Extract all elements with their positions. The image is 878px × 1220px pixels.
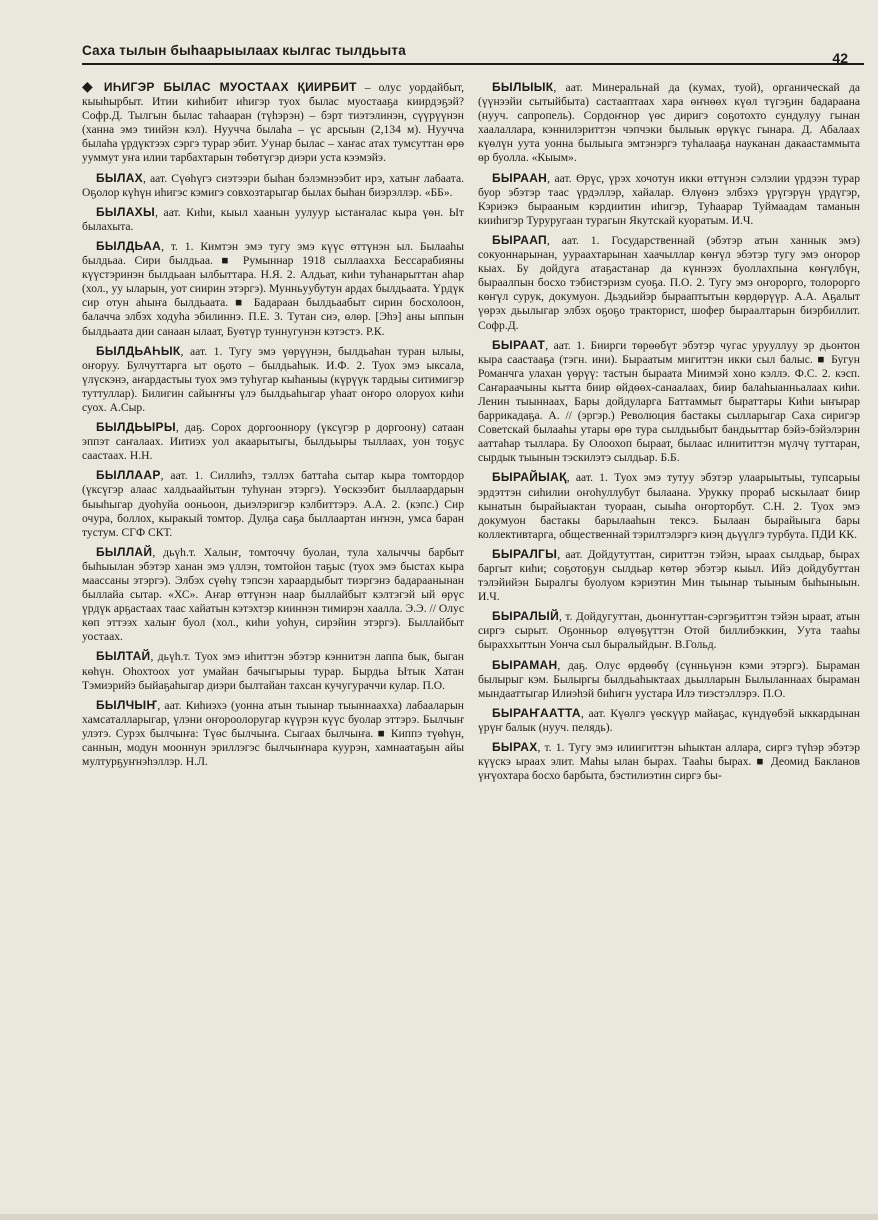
entry-body: , аат. 1. Государственнай (эбэтэр атын ханнык эмэ) сокуоннарынан, уураахтарынан хаачыллар көҥүл эбэтэр тугу эмэ оҥорор кыах. Бу дойдуга атаҕастанар да күннээх буоллахпына көҥүлбүн, быраалпын босхо тэбистэризм суоҕа. П.О. 2. Тугу эмэ оҥорорго, толорорго көҥүл сурук, докумуон. Дьэдьийэр бырааптытын көрдөрүүр. А.А. Аҕалыт үөрэх дьылыгар элбэх оҕоҕо тракторист, шофер быраалтарын биэрбиллит. Софр.Д. [478,233,860,332]
entry-body: – олус уордайбыт, кыыһырбыт. Итии киһибит иһигэр туох былас муостааҕа киирдэҕэй? Софр.Д. Тылгын былас таһааран (түһэрэн) – бэрт тиэтэлинэн, сүүрүүнэн (ханна эмэ тиийэн кэл). Нуучча былаһа – үс арсыын (2,134 м). Нуучча былаһа үрдүктээх сэргэ турар эбит. Уунар былас – хаҥас атах тумсуттан өрө ууммут уҥа илии тарбахтарын төбөтүгэр диэри уста кээмэйэ. [82,81,464,165]
entry-body: , аат. 1. Силлиһэ, тэллэх баттаһа сытар кыра томтордор (үксүгэр алаас халдьаайытын туһунан этэргэ). Үөскээбит быллаардарын быыһыгар дуоһуйа ооньоон, дьиэлэригэр кэлбиттэрэ. А.А. 2. (кэпс.) Сир очура, боллох, кыракый томтор. Дулҕа саҕа быллаартан иҥнэн, умса баран тустум. СГФ СКТ. [82,469,464,539]
dictionary-entry [82,468,464,539]
entry-body: , аат. Өрүс, үрэх хочотун икки өттүнэн сэлэлии үрдээн турар буор эбэтэр таас үрдэллэр, хайалар. Өлүөнэ элбэхэ үрүгэрүн үрдүгэр, Кэриэкэ бырааным кэрдиитин иһигэр, Туһаарар Туймаадам таманын кииһигэр Туруругаан турагын Якутскай куоратым. И.Ч. [478,171,860,227]
running-header [82,42,862,64]
entry-body: , аат. 1. Туох эмэ тутуу эбэтэр улаарыытыы, тупсарыы эрдэттэн сиһилии оҥоһуллубут былаана. Урукку прораб ыскылаат биир кынатын бырайыактан туораан, сыыһа оҥорторбут. С.Н. 2. Туох эмэ докумуон бастакы барылааһын тексэ. Былаан бырайыыга бары коллективтарга, общественнай тэрилтэлэргэ киэң дьүүлгэ турбута. ПДИ КК. [478,471,860,541]
entry-headword: БЫЛДЬАА [96,238,162,253]
entry-headword: БЫРААТ [492,337,546,352]
entry-body: , т. Дойдугуттан, дьонҥуттан-сэргэҕиттэн тэйэн ыраат, атын сиргэ сырыт. Оҕонньор өлүөҕүттэн Отой биллибэккин, Уута тааһы быраххыттын Уонча сыл быралыйдыҥ. В.Гольд. [478,610,860,652]
diamond-bullet-icon: ◆ [82,80,98,95]
entry-body: , аат. 1. Биирги төрөөбүт эбэтэр чугас урууллуу эр дьонтон кыра саастааҕа (тэгн. ини). Быраатым мигиттэн икки сыл балыс. ■ Бугун Романчга улахан үөрүү: тастын быраата Миимэй хоно кэллэ. Ф.С. 2. кэсп. Саҥараачыны кытта биир өйдөөх-санаалаах, биир балаһыанньалаах киһи. Ленин тыыннаах, Бары дойдуларга Баттаммыт быраттары Киһи ыҥырар баррикадаҕа. А. // (эргэр.) Революция бастакы сылларыгар Саха сиригэр Советскай былааһы утары өрө тура сылдьыбыт бандьыттар бэйэ-бэйэлэрин ааттаһар тыллара. Бу Олоохоп быраат, былаас илиититтэн мүлчү туттаран, сырдык тыынын тэскилэтэ сылдьар. Б.Б. [478,338,860,465]
dictionary-entry [478,706,860,735]
entry-headword: БЫРАХ [492,740,538,755]
entry-body: , т. 1. Кимтэн эмэ тугу эмэ күүс өттүнэн ыл. Былааһы былдьаа. Сири былдьаа. ■ Румыннар 1918 сыллаахха Бессарабияны күүстэринэн былдьаан ылбыттара. Н.Я. 2. Алдьат, киһи туһанарыттан аһар (хол., уу ыларын, уот сиирин этэргэ). Мунньуубутун ардах былдьаата. Үрдүк сир отун аһыҥа былдьаата. ■ Бадараан былдьаабыт сирин босхолоон, балачча элбэх ходуһа эбилиннэ. П.Е. 3. Тутан сиэ, өлөр. [Эһэ] аны ыппын былдьаата дии санаан ылаат, Буөтүр туннугунэн кэтэстэ. Р.К. [82,239,464,338]
entry-headword: БЫЛАХЫ [96,204,156,219]
entry-headword: БЫРАЙЫАҚ [492,470,567,485]
page-edge [0,1214,878,1220]
entry-body: , даҕ. Сорох доргооннору (үксүгэр р доргоону) сатаан эппэт саҥалаах. Иитиэх уол акаарытыгы, былдьыры тыллаах, уон тоҕус саастаах. Н.Н. [82,421,464,463]
left-column [82,80,464,774]
entry-headword: БЫРААН [492,170,548,185]
running-title: Саха тылын быһаарыылаах кылгас тылдьыта [82,43,406,58]
entry-headword: БЫЛЫЫК [492,80,554,94]
entry-headword: БЫЛДЬАҺЫК [96,343,181,358]
dictionary-entry [478,470,860,541]
entry-body: , аат. Киһи, кыыл хаанын уулуур ыстаҥалас кыра үөн. Ыт былахыта. [82,205,464,233]
dictionary-entry [82,344,464,415]
entry-body: , аат. Киһиэхэ (уонна атын тыынар тыыннаахха) лабааларын хамсаталларыгар, үлэни оҥороолоругар күүрэн күүс буолар эттэрэ. Былчыҥ улэтэ. Сурэх былчыҥа: Түөс былчыҥа. Сыгаах былчыҥа. ■ Киппэ түөһүн, саннын, модун мооннун эриллэгэс былчыҥнара куурэн, хамнаатаҕын айы мултурҕуҥнэһэллэр. Н.Л. [82,698,464,769]
entry-body: , даҕ. Олус өрдөөбү (сүнньүнэн кэми этэргэ). Быраман былырыг кэм. Былыргы былдьаһыктаах дьылларын Былыланнаах быраман мындааттыгар Илиэһэй биһигн уустара Илэ тиэстэллэрэ. П.О. [478,658,860,700]
dictionary-entry [478,547,860,604]
entry-headword: БЫЛЛААР [96,468,161,483]
entry-body: , аат. Күөлгэ үөскүүр майаҕас, күндүөбэй ыккардынан үрүҥ балык (нууч. пелядь). [478,706,860,734]
dictionary-entry [82,545,464,645]
dictionary-entry [82,649,464,692]
entry-headword: БЫЛАХ [96,170,143,185]
dictionary-entry [478,80,860,166]
dictionary-entry [82,420,464,463]
entry-body: , аат. 1. Тугу эмэ үөрүүнэн, былдьаһан туран ылыы, оҥоруу. Булчуттарга ыт оҕото – былдьаһык. И.Ф. 2. Туох эмэ ыксала, үлүскэнэ, аҥардастыы туох эмэ туһугар кыһаныы (күрүүк тардыы ситимигэр туттуллар). Билигин сайыҥҥы үлэ былдьаһыгар уһаат оҥоро олоруох киһи суох. А.Сыр. [82,344,464,414]
entry-headword: БЫРААП [492,232,547,247]
right-column [478,80,860,788]
entry-body: , аат. Сүөһүгэ сиэтээри быһан бэлэмнээбит ирэ, хатыҥ лабаата. Оҕолор күһүн иһигэс кэмигэ совхозтарыгар былах быһан биэрэллэр. «ББ». [82,171,464,199]
entry-headword: БЫЛТАЙ [96,649,151,664]
dictionary-entry [478,233,860,333]
entry-body: , аат. Дойдутуттан, сириттэн тэйэн, ыраах сылдьар, бырах баргыт киһи; соҕотоҕун сылдьар көтөр эбэтэр кыыл. Ийэ дойдубуттан тэлэйийэн Бырaлгы буолуом кэриэтин Мин тыынар тыыным быһыныын. И.Ч. [478,547,860,604]
entry-body: , дьүһ.т. Халыҥ, томточчу буолан, тула халыччы барбыт быһыылан эбэтэр ханан эмэ үллэн, томтойон таҕыс (туох эмэ быстах кыра маассаны этэргэ). Элбэх сүөһү тэпсэн хараардыбыт тиэргэнэ бадараанынан быллайа сытар. «ХС». Аҥар өттүнэн наар быллайбыт кэлтэгэй ый өрүс үрдүк арҕастаах таас хайатын кэтэхтэр кииннэн тимирэн хааллa. Э.Э. // Олус көп эттээх халыҥ буол (хол., киһи уоһун, сирэйин этэргэ). Быллайбыт уостаах. [82,545,464,644]
header-rule [82,63,864,65]
entry-headword: БЫРАЛЫЙ [492,609,560,624]
entry-body: , т. 1. Тугу эмэ илиигиттэн ыһыктан аллара, сиргэ түһэр эбэтэр күүскэ ыраах элит. Маһы ылан бырах. Тааһы бырах. ■ Деомид Бакланов үҥүохтара босхо барбыта, бэстилиэтин сиргэ бы- [478,741,860,783]
entry-body: , аат. Минеральнай да (кумах, туой), органическай да (үүнээйи сытыйбыта) састааптаах хара өҥнөөх күөл түгэҕин бадараана (нууч. сапропель). Сордоҥнор үөс диригэ соҕотохто сундулуу гынан хаалаллара, кэннилэриттэн чэпчэки былыык өрүкүс гынара. Д. Абалаах күөлүн уута уонна былыыга эмтэнэргэ туһалааҕа науканан дакаастаммыта өр буолла. «Кыым». [478,81,860,165]
dictionary-entry [478,740,860,783]
entry-headword: БЫЛЧЫҤ [96,697,158,712]
dictionary-entry [82,698,464,769]
entry-headword: БЫРАМАН [492,657,558,672]
entry-headword: ИҺИГЭР БЫЛАС МУОСТААХ ҚИИРБИТ [103,80,357,94]
entry-headword: БЫРАҤААТТА [492,705,581,720]
entry-headword: БЫРАЛГЫ [492,546,558,561]
dictionary-entry [82,80,464,166]
dictionary-entry [478,338,860,466]
dictionary-entry [82,205,464,234]
dictionary-entry [478,658,860,701]
entry-headword: БЫЛЛАЙ [96,544,153,559]
dictionary-entry [478,171,860,228]
dictionary-entry [82,171,464,200]
entry-headword: БЫЛДЬЫРЫ [96,420,176,435]
dictionary-entry [478,609,860,652]
page-number: 42 [832,50,848,66]
entry-body: , дьүһ.т. Туох эмэ иһиттэн эбэтэр кэннитэн лаппа бык, быган көһүн. Оһохтоох уот умайан бачыгырыы турар. Бырдьа Ытык Хатан Тэмиэрийэ быйаҕаһыгар диэри былтайан тахсан кучугураччи кулар. П.О. [82,650,464,692]
dictionary-entry [82,239,464,339]
